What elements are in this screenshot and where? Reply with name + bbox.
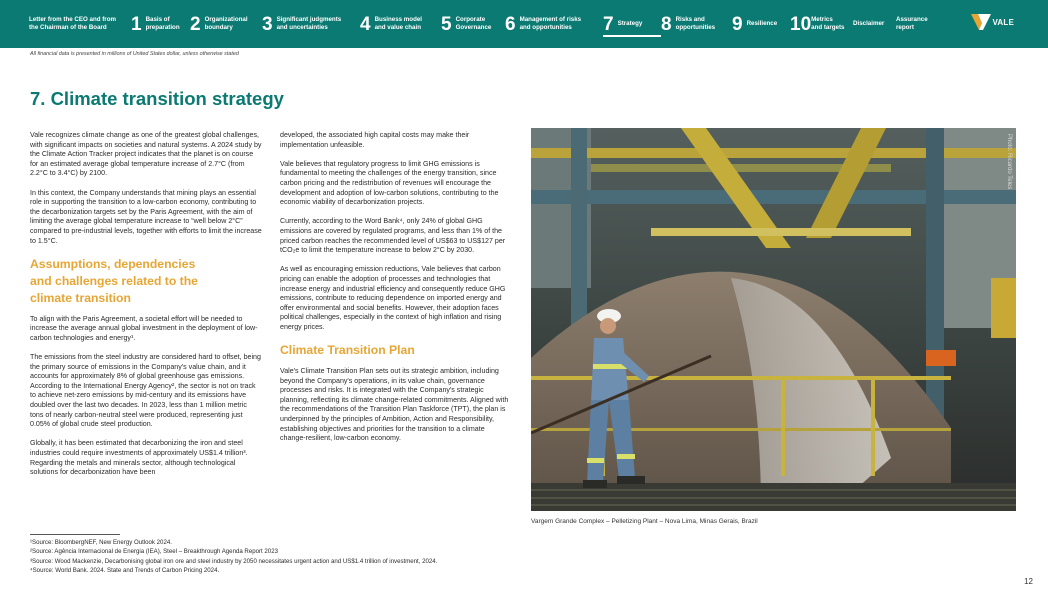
nav-item-resilience[interactable]	[732, 0, 790, 48]
top-navigation	[0, 0, 1048, 48]
nav-number: 1	[131, 13, 142, 35]
nav-label: Strategy	[617, 20, 643, 27]
nav-item-letter[interactable]	[29, 0, 131, 48]
nav-item-corporate-governance[interactable]	[441, 0, 505, 48]
nav-item-basis-of-preparation[interactable]	[131, 0, 190, 48]
nav-label: Risks and opportunities	[675, 16, 716, 31]
nav-number: 4	[360, 13, 371, 35]
page-number: 12	[1024, 577, 1033, 586]
paragraph: As well as encouraging emission reductions, Vale believes that carbon pricing can enable the adoption of processes and technologies that increase energy and industrial efficiency and consequently reduce GHG emissions, contribute to reducing dependence on imported energy and offer environmental and social benefits. However, their adoption faces political challenges, especially in the context of high inflation and rising energy prices.	[280, 265, 506, 331]
nav-label: Disclaimer	[853, 20, 885, 27]
nav-number: 5	[441, 13, 452, 35]
nav-item-organizational-boundary[interactable]	[190, 0, 262, 48]
nav-label: Management of risks and opportunities	[519, 16, 582, 31]
pelletizing-plant-photo	[531, 128, 1016, 511]
nav-item-business-model[interactable]	[360, 0, 441, 48]
text-column-left	[30, 131, 262, 487]
nav-label: Metrics and targets	[811, 16, 845, 31]
nav-item-assurance-report[interactable]	[896, 0, 946, 48]
paragraph: Vale recognizes climate change as one of the greatest global challenges, with significant impacts on societies and natural systems. A 2024 study by the Climate Action Tracker project indicates that the planet is on course for an estimated average global temperature increase of 2.7°C (from 2.2°C to 3.4°C) by 2100.	[30, 131, 262, 178]
paragraph: In this context, the Company understands that mining plays an essential role in supporting the transition to a low-carbon economy, contributing to the decarbonization targets set by the Paris Agreement, with the aim of limiting the average global temperature increase to “well below 2°C” compared to pre-industrial levels, together with efforts to limit the increase to 1.5°C.	[30, 188, 262, 245]
nav-number: 10	[790, 13, 812, 35]
paragraph: Vale believes that regulatory progress to limit GHG emissions is fundamental to meeting the challenges of the energy transition, since carbon pricing and the redistribution of revenues will encourage the development and adoption of low-carbon solutions, contributing to the economic viability of decarbonization projects.	[280, 159, 499, 207]
paragraph: Currently, according to the Word Bank⁴, only 24% of global GHG emissions are covered by regulated programs, and less than 1% of the priced carbon reaches the recommended level of US$63 to US$127 per tCO₂e to limit the temperature increase to below 2°C by 2030.	[280, 217, 506, 255]
vale-logo[interactable]	[971, 14, 1014, 30]
paragraph: developed, the associated high capital costs may make their implementation unfeasible.	[280, 131, 470, 149]
nav-label: Basis of preparation	[145, 16, 180, 31]
paragraph: Vale's Climate Transition Plan sets out its strategic ambition, including beyond the Company's operations, in its value chain, governance processes and risks. It is integrated with the Company's strategic planning, reflecting its climate change-related commitments. Aligned with the recommendations of the Transition Plan Taskforce (TPT), the plan is underpinned by the principles of Ambition, Action and Responsibility, establishing objectives and priorities for the transition to a climate change-resilient, low-carbon economy.	[280, 367, 509, 443]
nav-number: 6	[505, 13, 516, 35]
paragraph: To align with the Paris Agreement, a societal effort will be needed to increase the average annual global investment in the deployment of low-carbon technologies and energy¹.	[30, 314, 258, 342]
nav-item-metrics-and-targets[interactable]	[790, 0, 853, 48]
paragraph: Globally, it has been estimated that decarbonizing the iron and steel industries could require investments of approximately US$1.4 trillion³. Regarding the metals and minerals sector, although technological solutions for decarbonization have been	[30, 439, 248, 477]
nav-item-risks-and-opportunities[interactable]	[661, 0, 732, 48]
nav-item-disclaimer[interactable]	[853, 0, 896, 48]
vale-logo-text: VALE	[992, 17, 1014, 27]
nav-number: 8	[661, 13, 672, 35]
nav-number: 3	[262, 13, 273, 35]
footnote-divider	[30, 534, 120, 535]
nav-number: 2	[190, 13, 201, 35]
footnote: ³Source: Wood Mackenzie, Decarbonising global iron ore and steel industry by 2050 necessitates urgent action and US$1.4 trillion of investment, 2024.	[30, 557, 438, 565]
nav-label: Assurance report	[896, 16, 928, 31]
text-column-right	[280, 131, 512, 453]
nav-number: 7	[603, 13, 614, 35]
nav-item-strategy[interactable]	[603, 0, 661, 48]
nav-label: Business model and value chain	[374, 16, 423, 31]
section-heading-climate-transition-plan: Climate Transition Plan	[280, 343, 415, 358]
footnote: ²Source: Agência Internacional de Energia (IEA), Steel – Breakthrough Agenda Report 2023	[30, 548, 278, 556]
nav-label: Letter from the CEO and from the Chairman of the Board	[29, 16, 116, 31]
nav-label: Significant judgments and uncertainties	[276, 16, 342, 31]
nav-number: 9	[732, 13, 743, 35]
nav-item-significant-judgments[interactable]	[262, 0, 360, 48]
currency-disclaimer: All financial data is presented in millions of United States dollar, unless otherwise stated	[30, 51, 239, 57]
footnotes	[30, 538, 437, 575]
nav-label: Organizational boundary	[204, 16, 248, 31]
footnote: ⁴Source: World Bank. 2024. State and Trends of Carbon Pricing 2024.	[30, 566, 220, 574]
nav-label: Corporate Governance	[455, 16, 492, 31]
nav-item-management-of-risks[interactable]	[505, 0, 603, 48]
photo-illustration	[531, 128, 1016, 511]
nav-label: Resilience	[746, 20, 778, 27]
footnote: ¹Source: BloombergNEF, New Energy Outlook 2024.	[30, 539, 172, 546]
photo-caption: Vargem Grande Complex – Pelletizing Plant – Nova Lima, Minas Gerais, Brazil	[531, 518, 758, 525]
vale-logo-icon	[971, 14, 991, 30]
paragraph: The emissions from the steel industry are considered hard to offset, being the primary source of emissions in the Company's value chain, and it accounts for approximately 8% of global greenhouse gas emissions. According to the International Energy Agency², the sector is not on track to achieve net-zero emissions by mid-century and its emissions have doubled over the last two decades. In 2023, less than 1 million metric tons of nearly carbon-neutral steel were produced, representing just 0.05% of global crude steel production.	[30, 353, 261, 429]
section-heading-assumptions: Assumptions, dependencies and challenges related to the climate transition	[30, 256, 198, 305]
page-title: 7. Climate transition strategy	[30, 88, 284, 109]
photo-credit: Photo: Ricardo Teles	[1006, 134, 1012, 190]
